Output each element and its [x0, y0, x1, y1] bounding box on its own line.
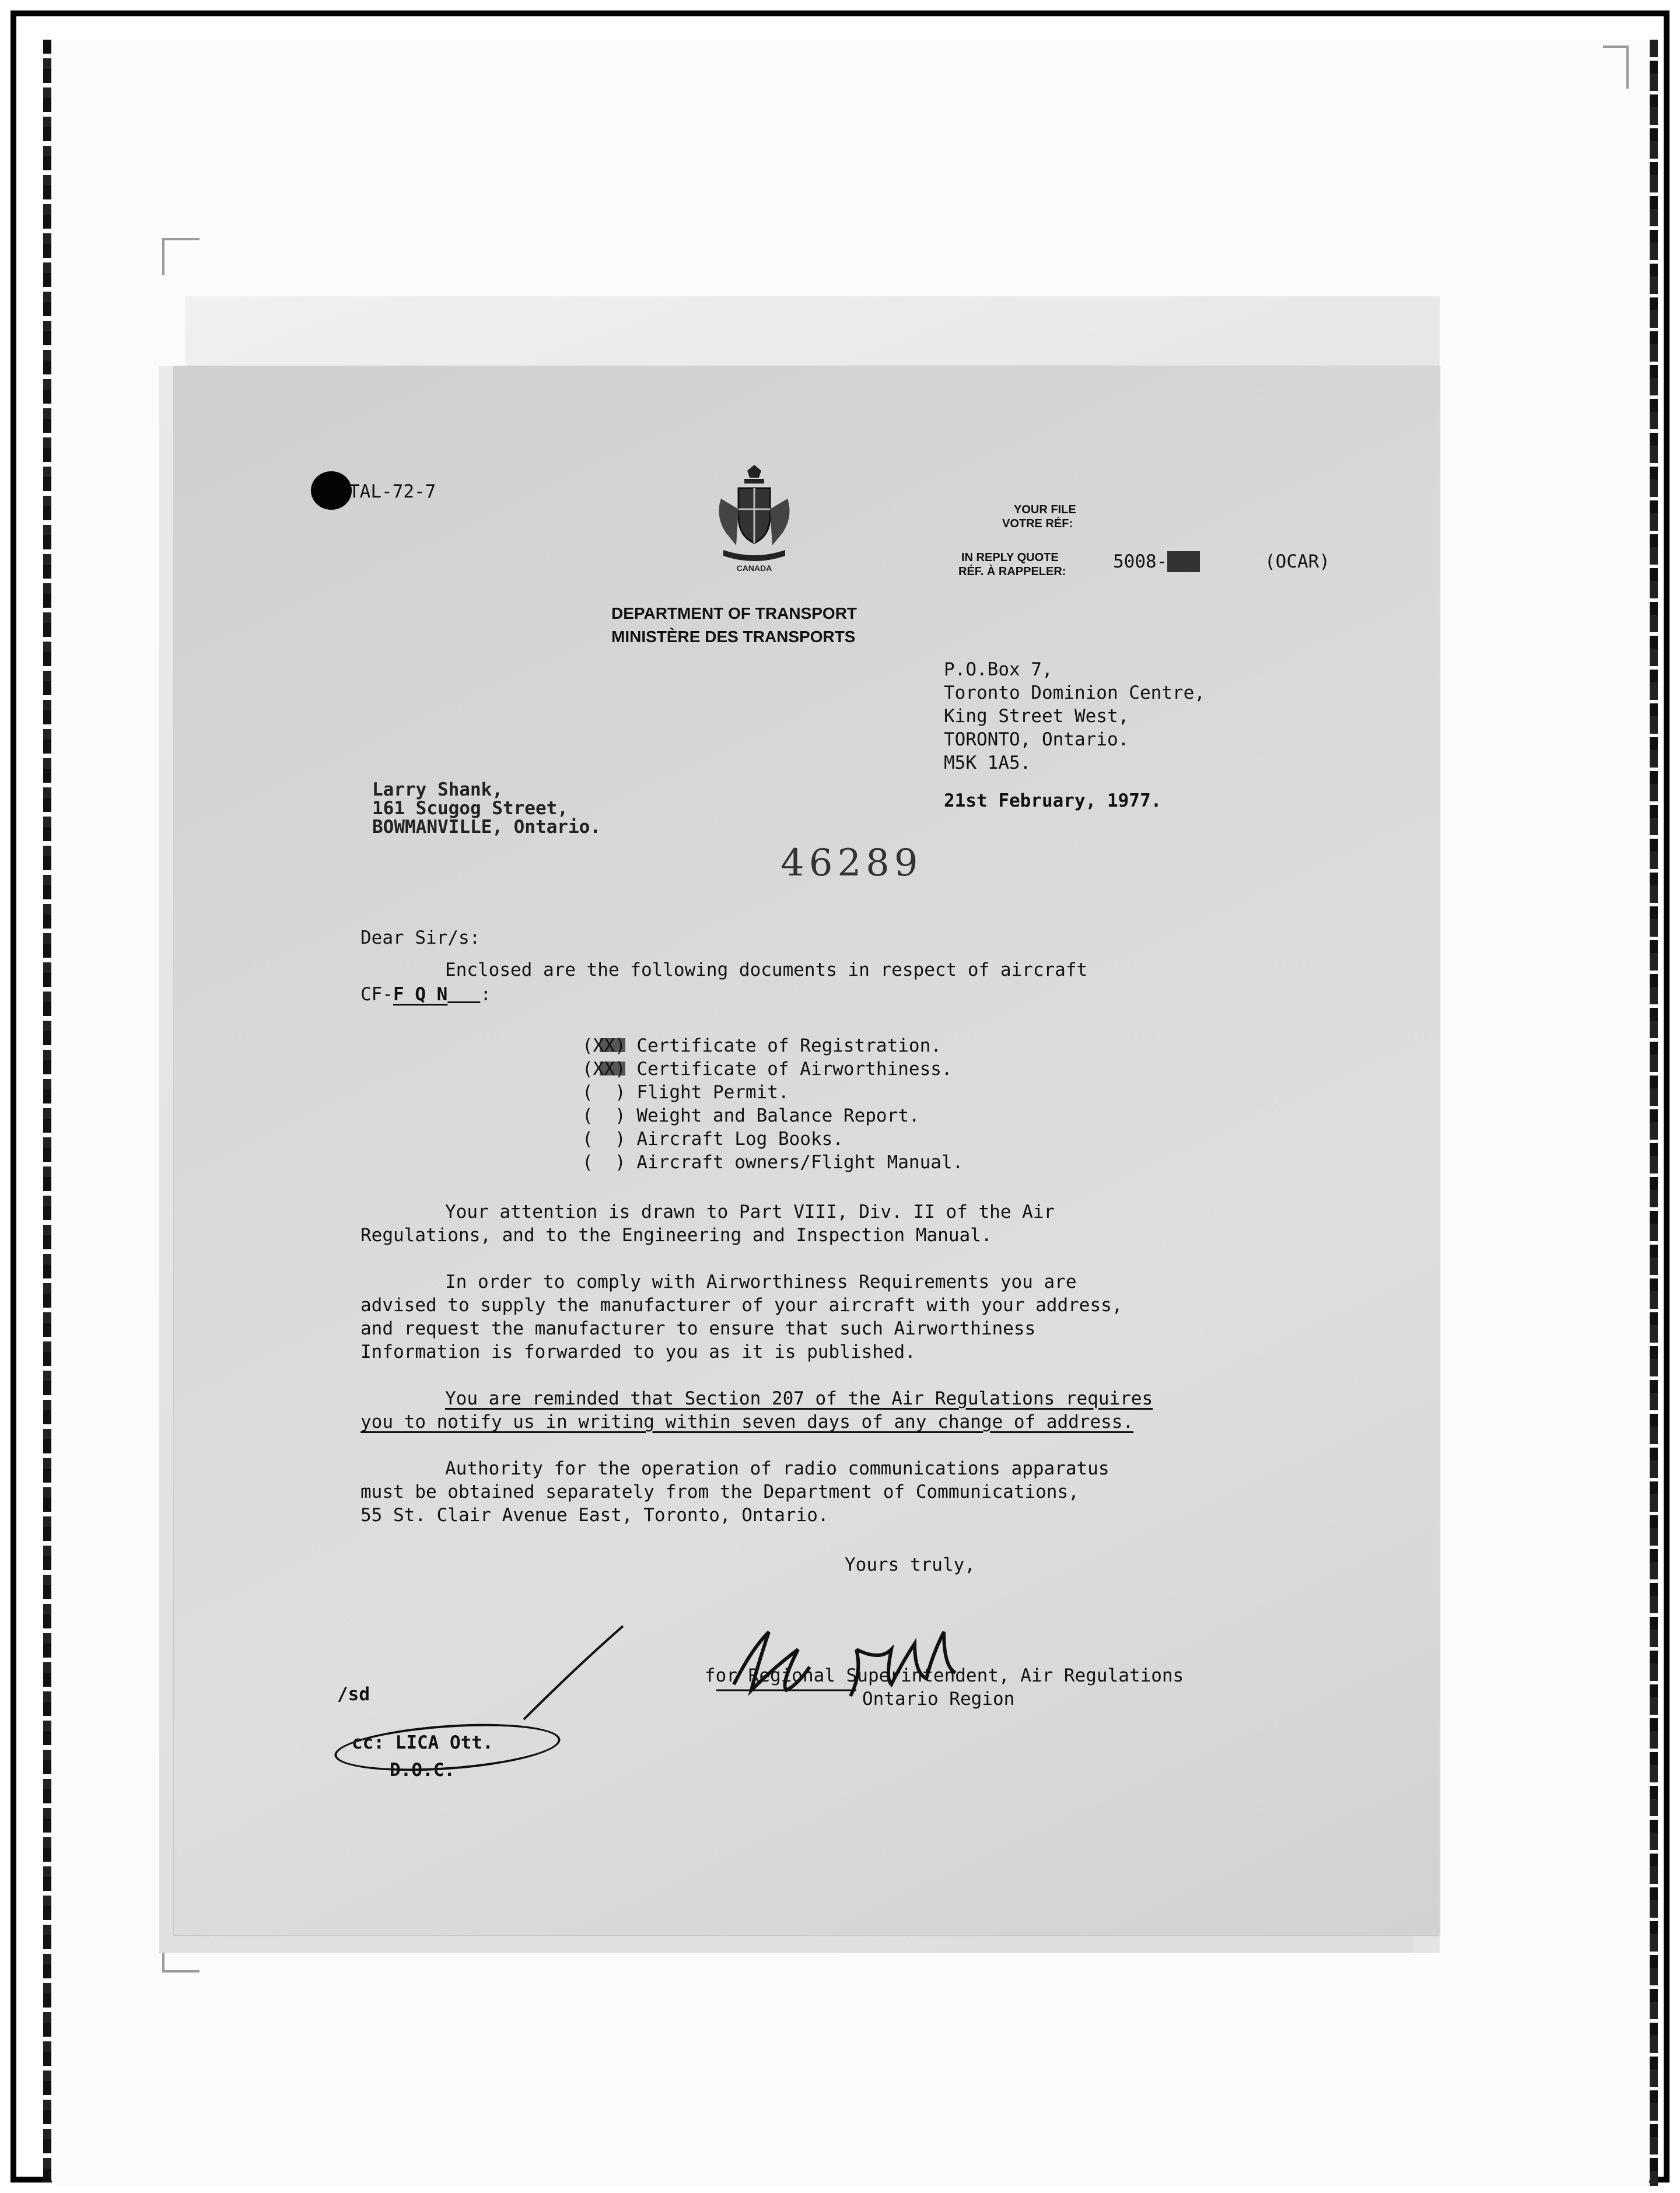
sender-address: P.O.Box 7, Toronto Dominion Centre, King Street West, TORONTO, Ontario. M5K 1A5. [944, 659, 1205, 773]
paragraph-4-line-3: 55 St. Clair Avenue East, Toronto, Ontario. [360, 1505, 829, 1526]
aircraft-registration: F Q N [393, 984, 448, 1005]
reply-ref-redacted: FQN [1167, 551, 1200, 572]
typist-initials: /sd [337, 1684, 370, 1705]
stamped-number: 46289 [780, 842, 923, 885]
crest-caption: CANADA [736, 563, 772, 573]
pen-stroke [512, 1620, 629, 1731]
corner-mark-tl [162, 238, 200, 275]
salutation: Dear Sir/s: [360, 927, 481, 948]
reply-ref-number: 5008- [1113, 551, 1168, 572]
paragraph-4-line-1: Authority for the operation of radio communications apparatus [445, 1458, 1110, 1479]
torn-edge-left [43, 40, 51, 2186]
closing: Yours truly, [845, 1554, 975, 1575]
aircraft-line: CF-F Q N : [360, 984, 491, 1005]
coat-of-arms-icon [710, 463, 798, 573]
reply-quote-label-en: IN REPLY QUOTE [961, 551, 1059, 564]
punch-hole [311, 471, 352, 510]
paragraph-4-line-2: must be obtained separately from the Department of Communications, [360, 1481, 1079, 1502]
checklist-item: (XX) Certificate of Airworthiness. [582, 1059, 953, 1080]
signature-title: for Regional Superintendent, Air Regulations [705, 1665, 1184, 1686]
your-file-label-en: YOUR FILE [1014, 503, 1076, 516]
paragraph-1-line-2: Regulations, and to the Engineering and Inspection Manual. [360, 1225, 992, 1246]
dept-name-en: DEPARTMENT OF TRANSPORT [611, 604, 858, 622]
paragraph-3-line-1: You are reminded that Section 207 of the Air Regulations requires [445, 1388, 1153, 1409]
paragraph-2-line-2: advised to supply the manufacturer of your aircraft with your address, [360, 1295, 1123, 1316]
checklist-item: ( ) Flight Permit. [582, 1082, 789, 1103]
signature-region: Ontario Region [862, 1688, 1015, 1709]
photo-sheet [51, 40, 1650, 2186]
paragraph-1-line-1: Your attention is drawn to Part VIII, Div. II of the Air [445, 1201, 1055, 1222]
paragraph-2-line-3: and request the manufacturer to ensure that such Airworthiness [360, 1318, 1036, 1339]
checklist-item: ( ) Weight and Balance Report. [582, 1105, 920, 1126]
paragraph-2-line-1: In order to comply with Airworthiness Requirements you are [445, 1271, 1077, 1292]
paragraph-2-line-4: Information is forwarded to you as it is published. [360, 1341, 916, 1362]
paragraph-3-line-2: you to notify us in writing within seven days of any change of address. [360, 1411, 1134, 1432]
file-reference: TAL-72-7 [349, 481, 436, 502]
letter-page [174, 366, 1440, 1935]
cc-line-2: D.O.C. [390, 1760, 455, 1781]
reply-quote-label-fr: RÉF. À RAPPELER: [958, 565, 1066, 578]
your-file-label-fr: VOTRE RÉF: [1002, 517, 1073, 530]
recipient-address: Larry Shank, 161 Scugog Street, BOWMANVILLE, Ontario. [372, 779, 601, 838]
scan-frame [10, 10, 1670, 2183]
checklist-item: ( ) Aircraft owners/Flight Manual. [582, 1152, 964, 1173]
checklist-item: (XX) Certificate of Registration. [582, 1035, 942, 1056]
dept-name-fr: MINISTÈRE DES TRANSPORTS [611, 628, 856, 646]
cc-line-1: cc: LICA Ott. [352, 1732, 494, 1753]
checklist-item: ( ) Aircraft Log Books. [582, 1129, 844, 1150]
corner-mark-tr [1603, 45, 1629, 89]
reply-reference [1113, 553, 1200, 571]
letter-date: 21st February, 1977. [944, 790, 1162, 811]
intro-line: Enclosed are the following documents in respect of aircraft [445, 959, 1088, 980]
reply-suffix: (OCAR) [1265, 551, 1330, 572]
torn-edge-right [1650, 40, 1658, 2186]
